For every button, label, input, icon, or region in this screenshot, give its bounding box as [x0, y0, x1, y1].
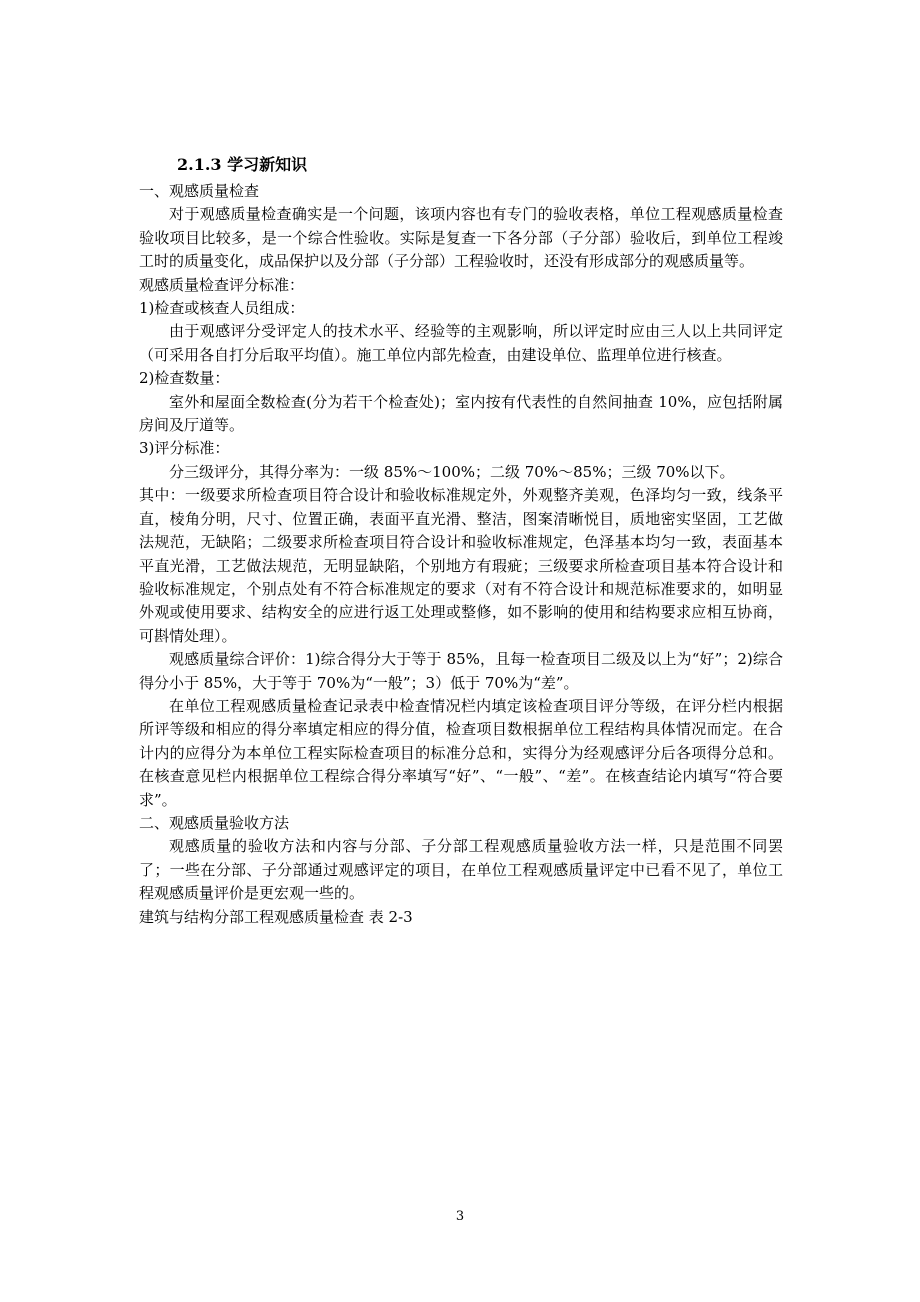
section-heading: 2.1.3 学习新知识	[177, 155, 308, 174]
paragraph-acceptance-method: 观感质量的验收方法和内容与分部、子分部工程观感质量验收方法一样，只是范围不同罢了；一些在分部、子分部通过观感评定的项目，在单位工程观感质量评定中已看不见了，单位工程观感质量评价是更宏观一些的。	[139, 837, 783, 903]
paragraph-criteria-title: 3)评分标准：	[139, 439, 230, 458]
paragraph-section-one-title: 一、观感质量检查	[139, 182, 260, 200]
paragraph-inspectors-body: 由于观感评分受评定人的技术水平、经验等的主观影响，所以评定时应由三人以上共同评定（可采用各自打分后取平均值）。施工单位内部先检查，由建设单位、监理单位进行核查。	[139, 322, 783, 364]
table-caption: 建筑与结构分部工程观感质量检查 表 2-3	[139, 907, 413, 926]
paragraph-criteria-levels: 分三级评分，其得分率为：一级 85%～100%；二级 70%～85%；三级 70%以下。	[169, 462, 735, 481]
document-body	[139, 152, 783, 929]
page-number: 3	[455, 1209, 465, 1224]
paragraph-section-two-title: 二、观感质量验收方法	[139, 813, 290, 832]
paragraph-scoring-standard-title: 观感质量检查评分标准：	[139, 275, 305, 294]
paragraph-inspectors-title: 1)检查或核查人员组成：	[139, 299, 305, 318]
paragraph-quantity-title: 2)检查数量：	[139, 369, 230, 388]
paragraph-intro: 对于观感质量检查确实是一个问题，该项内容也有专门的验收表格，单位工程观感质量检查验收项目比较多，是一个综合性验收。实际是复查一下各分部（子分部）验收后，到单位工程竣工时的质量变化，成品保护以及分部（子分部）工程验收时，还没有形成部分的观感质量等。	[139, 205, 783, 271]
paragraph-record-filling: 在单位工程观感质量检查记录表中检查情况栏内填定该检查项目评分等级，在评分栏内根据所评等级和相应的得分率填定相应的得分值，检查项目数根据单位工程结构具体情况而定。在合计内的应得分为本单位工程实际检查项目的标准分总和，实得分为经观感评分后各项得分总和。在核查意见栏内根据单位工程综合得分率填写“好”、“一般”、“差”。在核查结论内填写“符合要求”。	[139, 696, 783, 809]
paragraph-criteria-detail: 其中：一级要求所检查项目符合设计和验收标准规定外，外观整齐美观，色泽均匀一致，线条平直，棱角分明，尺寸、位置正确，表面平直光滑、整洁，图案清晰悦目，质地密实坚固，工艺做法规范，无缺陷；二级要求所检查项目符合设计和验收标准规定，色泽基本均匀一致，表面基本平直光滑，工艺做法规范，无明显缺陷，个别地方有瑕疵；三级要求所检查项目基本符合设计和验收标准规定，个别点处有不符合标准规定的要求（对有不符合设计和规范标准要求的，如明显外观或使用要求、结构安全的应进行返工处理或整修，如不影响的使用和结构要求应相互协商，可斟情处理）。	[139, 486, 783, 645]
paragraph-overall-evaluation: 观感质量综合评价：1)综合得分大于等于 85%，且每一检查项目二级及以上为“好”；2)综合得分小于 85%，大于等于 70%为“一般”；3）低于 70%为“差”。	[139, 650, 783, 692]
paragraph-quantity-body: 室外和屋面全数检查(分为若干个检查处)；室内按有代表性的自然间抽查 10%，应包括附属房间及厅道等。	[139, 392, 783, 435]
